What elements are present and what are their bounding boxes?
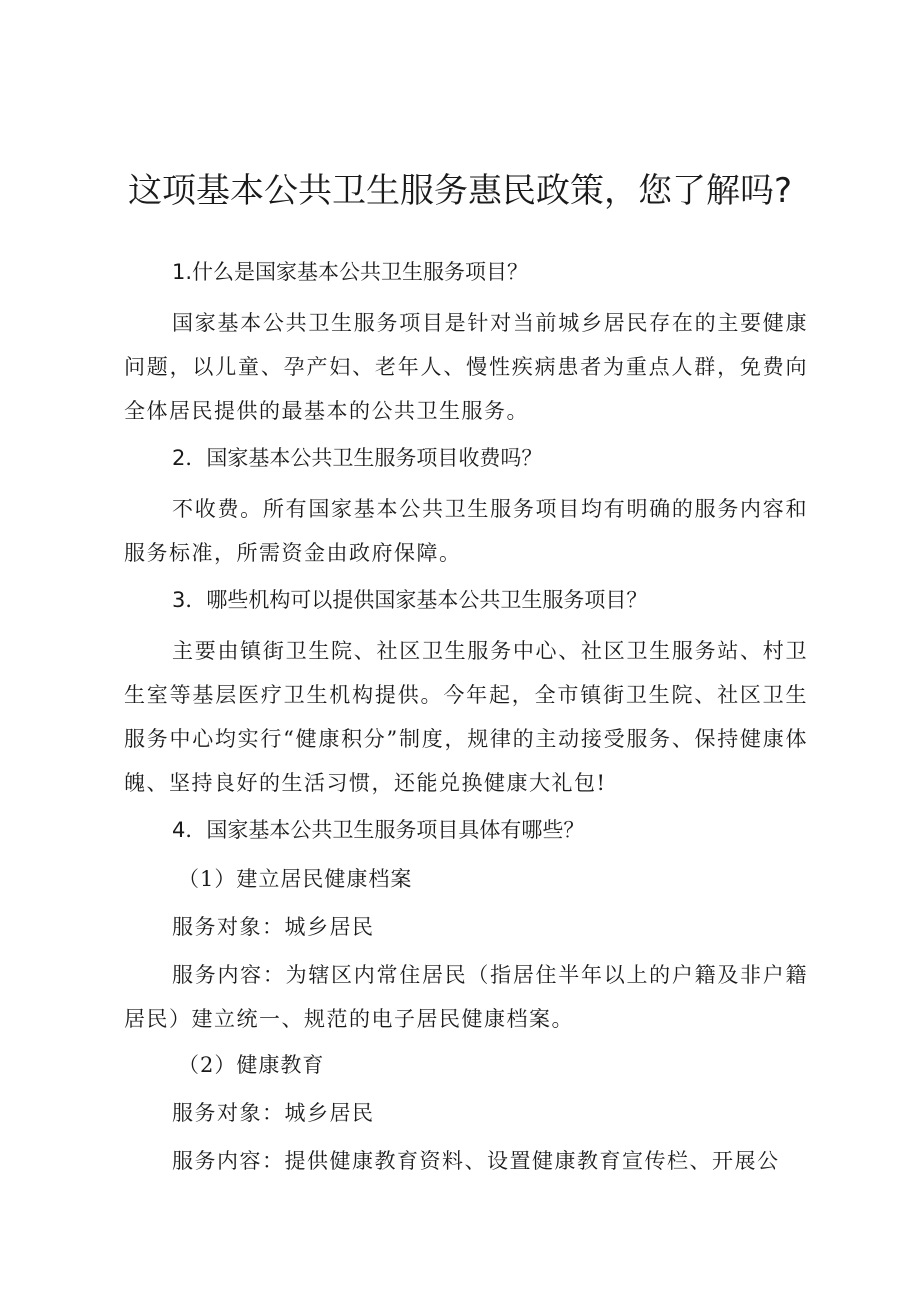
- section-2-body: 不收费。所有国家基本公共卫生服务项目均有明确的服务内容和服务标准，所需资金由政府保障。: [124, 497, 808, 565]
- section-4-heading: 4．国家基本公共卫生服务项目具体有哪些？: [172, 818, 585, 842]
- page-title: 这项基本公共卫生服务惠民政策，您了解吗?: [127, 171, 793, 211]
- item-1-label: （1）建立居民健康档案: [178, 867, 413, 891]
- item-2-content: 服务内容：提供健康教育资料、设置健康教育宣传栏、开展公: [172, 1149, 780, 1173]
- item-1-target: 服务对象：城乡居民: [172, 915, 375, 939]
- item-2-target: 服务对象：城乡居民: [172, 1101, 375, 1125]
- section-1-body: 国家基本公共卫生服务项目是针对当前城乡居民存在的主要健康问题，以儿童、孕产妇、老年人、慢性疾病患者为重点人群，免费向全体居民提供的最基本的公共卫生服务。: [124, 311, 808, 423]
- document-body: [124, 257, 808, 1187]
- section-2-heading: 2．国家基本公共卫生服务项目收费吗？: [172, 446, 543, 470]
- item-2-label: （2）健康教育: [178, 1053, 325, 1077]
- item-1-content: 服务内容：为辖区内常住居民（指居住半年以上的户籍及非户籍居民）建立统一、规范的电子居民健康档案。: [124, 963, 808, 1031]
- section-3-heading: 3．哪些机构可以提供国家基本公共卫生服务项目？: [172, 588, 648, 612]
- section-1-heading: 1.什么是国家基本公共卫生服务项目？: [172, 260, 529, 284]
- section-3-body: 主要由镇街卫生院、社区卫生服务中心、社区卫生服务站、村卫生室等基层医疗卫生机构提供。今年起，全市镇街卫生院、社区卫生服务中心均实行“健康积分”制度，规律的主动接受服务、保持健康体魄、坚持良好的生活习惯，还能兑换健康大礼包!: [124, 639, 808, 795]
